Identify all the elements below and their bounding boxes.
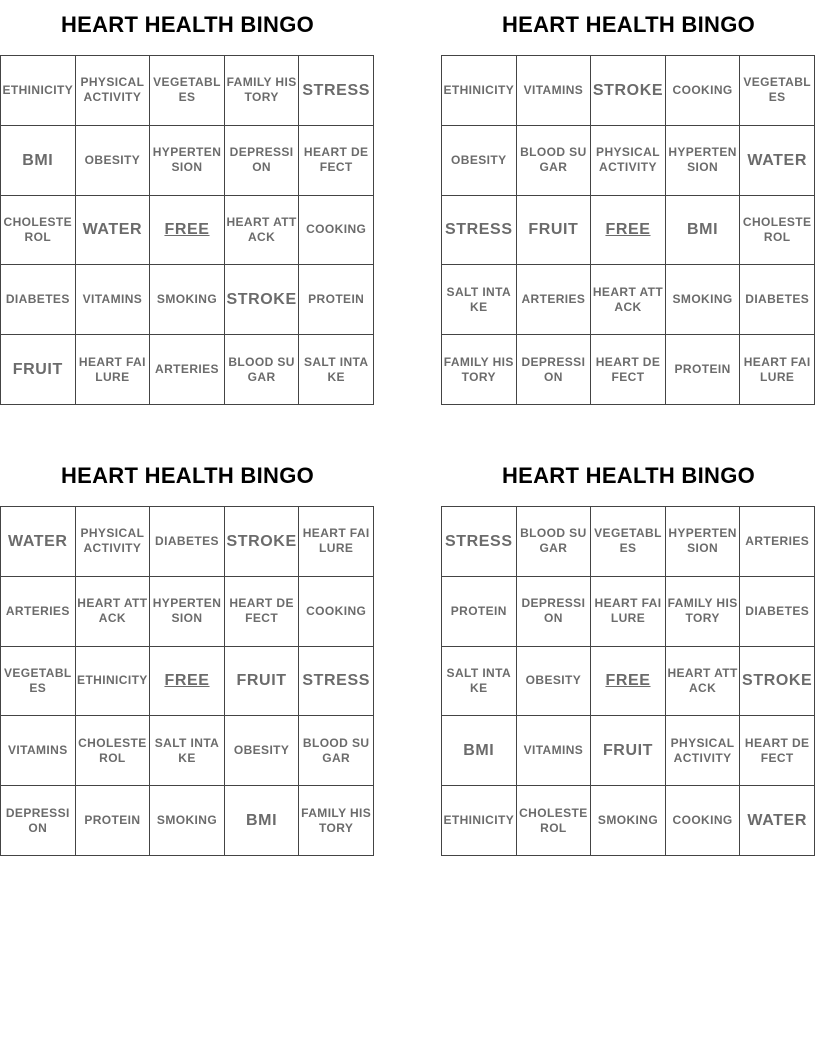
bingo-grid xyxy=(441,506,815,856)
bingo-cell xyxy=(442,716,517,786)
bingo-grid xyxy=(441,55,815,405)
bingo-cell xyxy=(299,647,374,717)
bingo-cell xyxy=(76,56,151,126)
bingo-cell xyxy=(591,786,666,856)
cell-label: PHYSICAL ACTIVITY xyxy=(596,145,660,175)
cell-label: VEGETABLES xyxy=(594,526,662,556)
cell-label: FREE xyxy=(605,672,651,690)
cell-label: HEART DEFECT xyxy=(744,735,810,765)
cell-label: STROKE xyxy=(742,672,813,690)
cell-label: DIABETES xyxy=(745,603,810,618)
cell-label: CHOLESTEROL xyxy=(3,214,73,244)
cell-label: FREE xyxy=(605,221,651,239)
bingo-cell xyxy=(150,577,225,647)
bingo-cell xyxy=(225,335,300,405)
cell-label: HEART DEFECT xyxy=(595,354,661,384)
bingo-cell xyxy=(442,335,517,405)
cell-label: DIABETES xyxy=(5,292,70,307)
bingo-cell xyxy=(740,507,815,577)
bingo-cell xyxy=(666,716,741,786)
bingo-cell xyxy=(1,126,76,196)
bingo-cell xyxy=(150,335,225,405)
cell-label: SMOKING xyxy=(672,292,733,307)
cell-label: FRUIT xyxy=(602,742,654,760)
bingo-cell xyxy=(442,265,517,335)
cell-label: HEART ATTACK xyxy=(226,214,297,244)
cell-label: FAMILY HISTORY xyxy=(667,596,738,626)
cell-label: PHYSICAL ACTIVITY xyxy=(670,735,735,765)
cell-label: HEART DEFECT xyxy=(303,145,369,175)
cell-label: STRESS xyxy=(444,221,513,239)
bingo-cell xyxy=(150,507,225,577)
bingo-cell xyxy=(225,265,300,335)
bingo-cell xyxy=(299,577,374,647)
card-title: HEART HEALTH BINGO xyxy=(60,12,315,37)
cell-label: COOKING xyxy=(672,82,733,97)
cell-label: HEART ATTACK xyxy=(77,596,148,626)
cell-label: SALT INTAKE xyxy=(446,665,512,695)
bingo-cell xyxy=(299,786,374,856)
bingo-cell xyxy=(442,577,517,647)
bingo-cell xyxy=(517,126,592,196)
cell-label: PHYSICAL ACTIVITY xyxy=(80,75,145,105)
card-title: HEART HEALTH BINGO xyxy=(501,463,756,488)
cell-label: ETHINICITY xyxy=(2,82,74,97)
cell-label: HEART ATTACK xyxy=(667,665,738,695)
bingo-cell xyxy=(591,265,666,335)
bingo-grid xyxy=(0,506,374,856)
bingo-cell xyxy=(1,265,76,335)
bingo-cell xyxy=(225,577,300,647)
cell-label: STROKE xyxy=(226,532,297,550)
bingo-cell xyxy=(740,716,815,786)
cell-label: CHOLESTEROL xyxy=(519,805,588,835)
cell-label: FAMILY HISTORY xyxy=(226,75,297,105)
bingo-cell xyxy=(442,507,517,577)
free-cell xyxy=(150,196,225,266)
bingo-cell xyxy=(442,647,517,717)
bingo-cell xyxy=(299,56,374,126)
cell-label: HYPERTENSION xyxy=(668,145,737,175)
cell-label: ARTERIES xyxy=(155,362,219,377)
cell-label: STRESS xyxy=(302,672,370,690)
bingo-cell xyxy=(591,577,666,647)
cell-label: DIABETES xyxy=(155,533,219,548)
free-cell xyxy=(150,647,225,717)
bingo-cell xyxy=(517,577,592,647)
cell-label: HEART FAILURE xyxy=(78,354,146,384)
bingo-cell xyxy=(666,196,741,266)
cell-label: FREE xyxy=(164,221,210,239)
bingo-cell xyxy=(442,196,517,266)
cell-label: HEART FAILURE xyxy=(302,526,370,556)
cell-label: VITAMINS xyxy=(82,292,143,307)
bingo-cell xyxy=(666,577,741,647)
cell-label: OBESITY xyxy=(233,743,290,758)
bingo-cell xyxy=(150,716,225,786)
cell-label: HEART FAILURE xyxy=(743,354,811,384)
bingo-cell xyxy=(76,716,151,786)
cell-label: BMI xyxy=(246,812,278,830)
bingo-cell xyxy=(517,507,592,577)
cell-label: BMI xyxy=(687,221,719,239)
cell-label: SMOKING xyxy=(597,813,659,828)
cell-label: HYPERTENSION xyxy=(152,596,222,626)
cell-label: COOKING xyxy=(672,813,733,828)
cell-label: BLOOD SUGAR xyxy=(228,354,295,384)
bingo-cell xyxy=(517,647,592,717)
bingo-cell xyxy=(299,196,374,266)
cell-label: SMOKING xyxy=(156,292,218,307)
cell-label: ETHINICITY xyxy=(443,813,515,828)
bingo-cell xyxy=(666,786,741,856)
cell-label: SMOKING xyxy=(156,813,218,828)
bingo-cell xyxy=(442,786,517,856)
cell-label: PHYSICAL ACTIVITY xyxy=(80,526,145,556)
cell-label: DEPRESSION xyxy=(229,145,294,175)
cell-label: FRUIT xyxy=(236,672,287,690)
bingo-cell xyxy=(299,335,374,405)
bingo-cell xyxy=(517,716,592,786)
cell-label: BLOOD SUGAR xyxy=(302,735,370,765)
cell-label: HEART DEFECT xyxy=(229,596,294,626)
cell-label: COOKING xyxy=(306,222,367,237)
cell-label: FRUIT xyxy=(528,221,579,239)
bingo-cell xyxy=(517,56,592,126)
cell-label: ETHINICITY xyxy=(77,673,148,688)
bingo-cell xyxy=(1,716,76,786)
bingo-cell xyxy=(666,335,741,405)
bingo-cell xyxy=(299,716,374,786)
bingo-cell xyxy=(1,56,76,126)
cell-label: DEPRESSION xyxy=(521,596,586,626)
bingo-cell xyxy=(76,265,151,335)
cell-label: OBESITY xyxy=(451,152,507,167)
bingo-cell xyxy=(225,196,300,266)
cell-label: PROTEIN xyxy=(450,603,507,618)
cell-label: FAMILY HISTORY xyxy=(443,354,514,384)
cell-label: ETHINICITY xyxy=(443,82,515,97)
cell-label: VITAMINS xyxy=(7,743,68,758)
bingo-cell xyxy=(740,335,815,405)
cell-label: ARTERIES xyxy=(521,292,586,307)
bingo-cell xyxy=(150,56,225,126)
bingo-cell xyxy=(1,335,76,405)
bingo-cell xyxy=(1,647,76,717)
cell-label: CHOLESTEROL xyxy=(742,214,812,244)
cell-label: DEPRESSION xyxy=(5,805,70,835)
bingo-cell xyxy=(666,647,741,717)
cell-label: VEGETABLES xyxy=(153,75,221,105)
bingo-cell xyxy=(442,126,517,196)
bingo-grid xyxy=(0,55,374,405)
bingo-cell xyxy=(76,507,151,577)
bingo-cell xyxy=(299,126,374,196)
bingo-cell xyxy=(591,716,666,786)
cell-label: HEART FAILURE xyxy=(594,596,662,626)
bingo-cell xyxy=(150,126,225,196)
bingo-cell xyxy=(740,56,815,126)
bingo-cell xyxy=(740,577,815,647)
cell-label: HEART ATTACK xyxy=(592,284,664,314)
bingo-cell xyxy=(740,265,815,335)
cell-label: VITAMINS xyxy=(523,82,584,97)
bingo-cell xyxy=(740,196,815,266)
bingo-cell xyxy=(76,577,151,647)
cell-label: VITAMINS xyxy=(523,743,584,758)
bingo-cell xyxy=(225,716,300,786)
cell-label: BLOOD SUGAR xyxy=(520,145,587,175)
bingo-cell xyxy=(591,335,666,405)
free-cell xyxy=(591,196,666,266)
bingo-cell xyxy=(225,56,300,126)
bingo-cell xyxy=(76,196,151,266)
bingo-cell xyxy=(299,507,374,577)
bingo-cell xyxy=(1,196,76,266)
cell-label: PROTEIN xyxy=(674,362,731,377)
bingo-cell xyxy=(150,786,225,856)
bingo-cell xyxy=(591,507,666,577)
bingo-cell xyxy=(740,786,815,856)
bingo-cell xyxy=(517,786,592,856)
cell-label: PROTEIN xyxy=(308,292,365,307)
bingo-cell xyxy=(740,126,815,196)
bingo-cell xyxy=(666,56,741,126)
bingo-cell xyxy=(1,786,76,856)
cell-label: COOKING xyxy=(306,603,367,618)
cell-label: STRESS xyxy=(302,81,370,99)
cell-label: HYPERTENSION xyxy=(152,145,222,175)
bingo-cell xyxy=(666,507,741,577)
bingo-cell xyxy=(225,507,300,577)
cell-label: DEPRESSION xyxy=(521,354,586,384)
cell-label: BMI xyxy=(22,151,54,169)
bingo-cell xyxy=(517,196,592,266)
cell-label: ARTERIES xyxy=(5,603,70,618)
cell-label: WATER xyxy=(82,221,143,239)
bingo-cell xyxy=(225,126,300,196)
cell-label: FREE xyxy=(164,672,210,690)
cell-label: ARTERIES xyxy=(745,533,810,548)
bingo-cell xyxy=(76,126,151,196)
cell-label: FAMILY HISTORY xyxy=(301,805,372,835)
cell-label: VEGETABLES xyxy=(743,75,812,105)
bingo-cell xyxy=(76,647,151,717)
bingo-cell xyxy=(442,56,517,126)
cell-label: BMI xyxy=(463,742,495,760)
free-cell xyxy=(591,647,666,717)
cell-label: STROKE xyxy=(226,291,297,309)
bingo-cell xyxy=(76,786,151,856)
cell-label: SALT INTAKE xyxy=(446,284,512,314)
bingo-cell xyxy=(225,786,300,856)
cell-label: DIABETES xyxy=(745,292,810,307)
bingo-cell xyxy=(225,647,300,717)
bingo-cell xyxy=(76,335,151,405)
bingo-cell xyxy=(591,126,666,196)
bingo-cell xyxy=(1,507,76,577)
cell-label: BLOOD SUGAR xyxy=(520,526,587,556)
cell-label: HYPERTENSION xyxy=(668,526,737,556)
cell-label: OBESITY xyxy=(525,673,582,688)
bingo-cell xyxy=(1,577,76,647)
cell-label: SALT INTAKE xyxy=(154,735,220,765)
cell-label: VEGETABLES xyxy=(3,665,72,695)
cell-label: FRUIT xyxy=(12,361,63,379)
cell-label: WATER xyxy=(747,151,807,169)
bingo-cell xyxy=(299,265,374,335)
cell-label: PROTEIN xyxy=(84,813,141,828)
card-title: HEART HEALTH BINGO xyxy=(501,12,756,37)
cell-label: CHOLESTEROL xyxy=(78,735,147,765)
bingo-cell xyxy=(591,56,666,126)
bingo-cell xyxy=(740,647,815,717)
cell-label: OBESITY xyxy=(84,152,141,167)
bingo-cell xyxy=(666,126,741,196)
cell-label: SALT INTAKE xyxy=(303,354,369,384)
bingo-cell xyxy=(517,335,592,405)
cell-label: WATER xyxy=(8,532,68,550)
bingo-cell xyxy=(517,265,592,335)
cell-label: STRESS xyxy=(444,532,513,550)
cell-label: STROKE xyxy=(592,81,664,99)
card-title: HEART HEALTH BINGO xyxy=(60,463,315,488)
bingo-cell xyxy=(666,265,741,335)
cell-label: WATER xyxy=(747,812,807,830)
bingo-cell xyxy=(150,265,225,335)
